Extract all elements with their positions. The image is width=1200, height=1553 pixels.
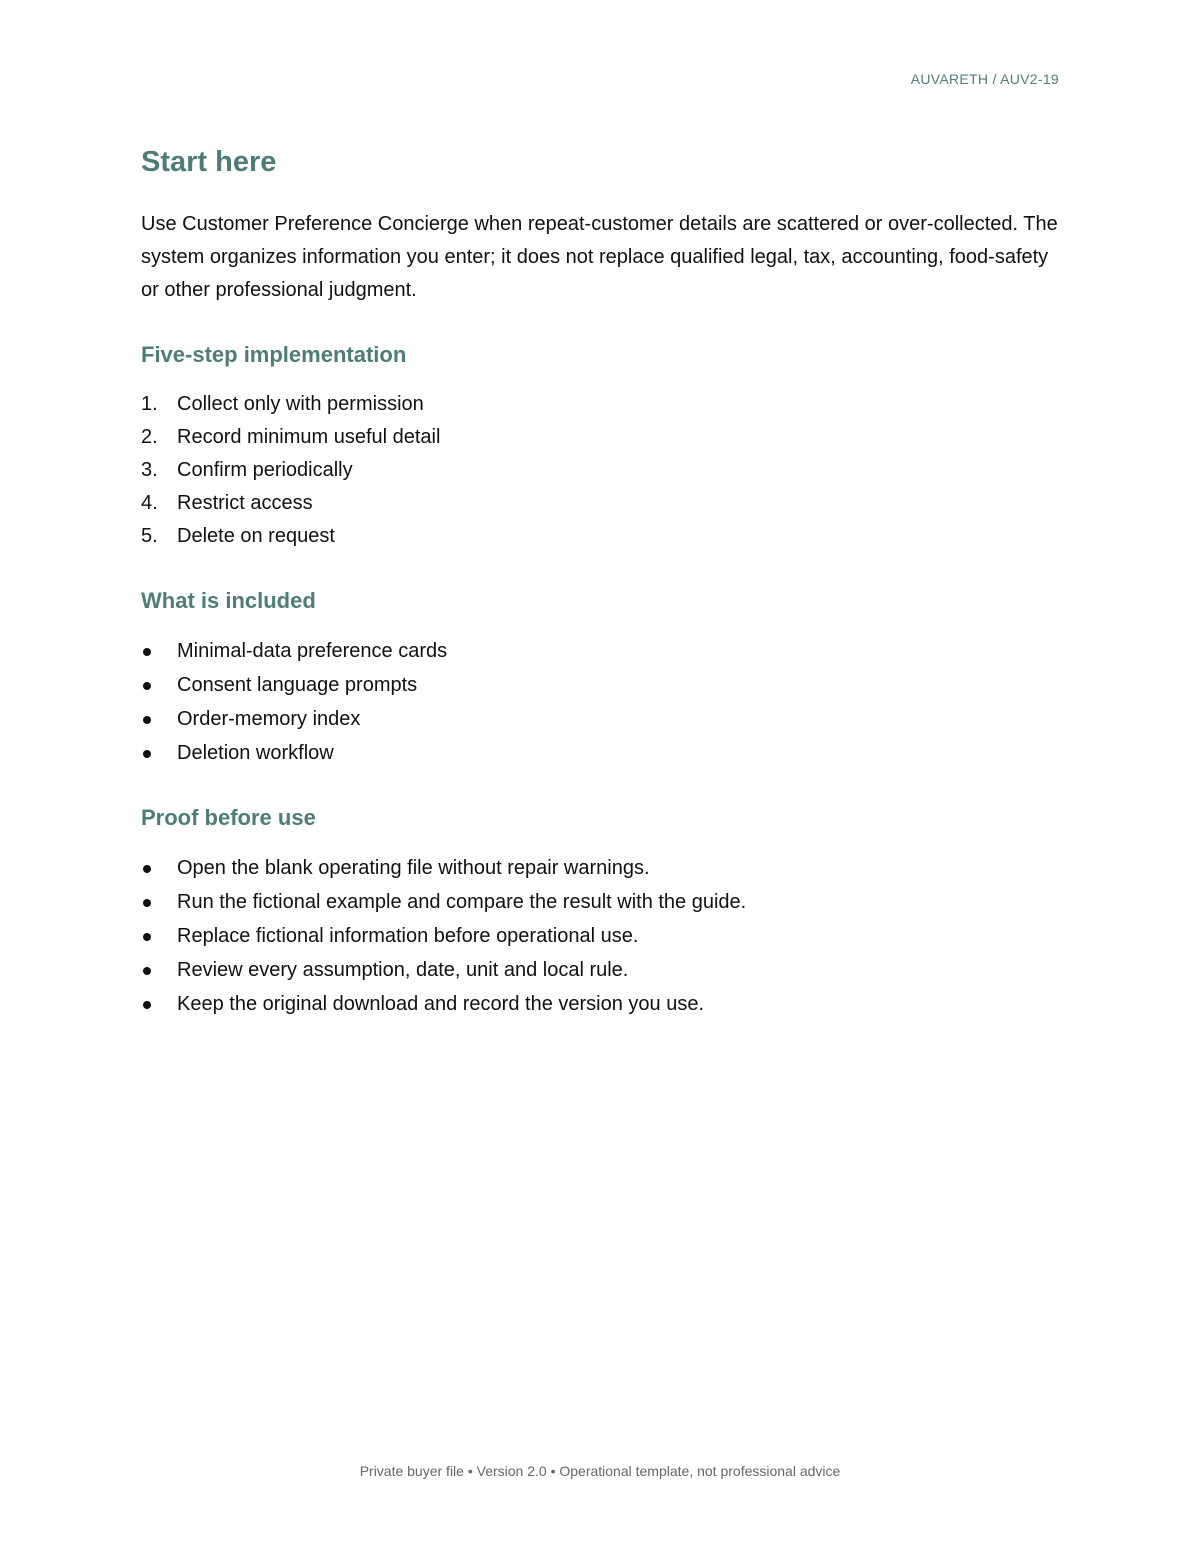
step-text: Collect only with permission	[177, 393, 424, 415]
bullet-icon	[143, 682, 151, 690]
included-heading: What is included	[141, 588, 316, 613]
list-item	[141, 919, 1061, 953]
step-number: 3.	[141, 459, 158, 481]
bullet-icon	[143, 865, 151, 873]
list-item	[141, 702, 1061, 736]
list-item	[141, 885, 1061, 919]
step-item	[141, 454, 1061, 487]
bullet-icon	[143, 1001, 151, 1009]
page-title: Start here	[141, 146, 277, 178]
step-text: Record minimum useful detail	[177, 426, 441, 448]
step-item	[141, 388, 1061, 421]
list-item-text: Deletion workflow	[177, 742, 334, 764]
implementation-section	[141, 340, 1061, 553]
step-item	[141, 421, 1061, 454]
implementation-heading: Five-step implementation	[141, 342, 407, 367]
step-number: 2.	[141, 426, 158, 448]
bullet-icon	[143, 899, 151, 907]
bullet-icon	[143, 716, 151, 724]
bullet-icon	[143, 933, 151, 941]
step-item	[141, 487, 1061, 520]
proof-heading: Proof before use	[141, 805, 316, 830]
list-item	[141, 668, 1061, 702]
bullet-icon	[143, 648, 151, 656]
step-number: 5.	[141, 525, 158, 547]
step-text: Delete on request	[177, 525, 335, 547]
list-item	[141, 851, 1061, 885]
document-body	[141, 140, 1061, 1021]
included-section	[141, 586, 1061, 770]
list-item-text: Open the blank operating file without repair warnings.	[177, 857, 650, 879]
step-item	[141, 520, 1061, 553]
bullet-icon	[143, 967, 151, 975]
step-number: 4.	[141, 492, 158, 514]
included-list	[141, 634, 1061, 770]
list-item-text: Minimal-data preference cards	[177, 640, 448, 662]
document-reference: AUVARETH / AUV2-19	[910, 71, 1059, 87]
proof-list	[141, 851, 1061, 1021]
list-item	[141, 634, 1061, 668]
list-item-text: Consent language prompts	[177, 674, 418, 696]
step-number: 1.	[141, 393, 158, 415]
list-item	[141, 953, 1061, 987]
list-item-text: Replace fictional information before operational use.	[177, 925, 639, 947]
implementation-steps	[141, 388, 1061, 553]
list-item	[141, 987, 1061, 1021]
list-item-text: Run the fictional example and compare the result with the guide.	[177, 891, 747, 913]
list-item-text: Review every assumption, date, unit and local rule.	[177, 959, 629, 981]
list-item	[141, 736, 1061, 770]
list-item-text: Order-memory index	[177, 708, 361, 730]
proof-section	[141, 803, 1061, 1021]
intro-paragraph: Use Customer Preference Concierge when repeat-customer details are scattered or over-collected. The system organizes information you enter; it does not replace qualified legal, tax, accounting, food-safety or other professional judgment.	[141, 213, 1058, 301]
step-text: Confirm periodically	[177, 459, 353, 481]
bullet-icon	[143, 750, 151, 758]
step-text: Restrict access	[177, 492, 313, 514]
list-item-text: Keep the original download and record the version you use.	[177, 993, 705, 1015]
page-footer: Private buyer file • Version 2.0 • Operational template, not professional advice	[359, 1463, 841, 1479]
